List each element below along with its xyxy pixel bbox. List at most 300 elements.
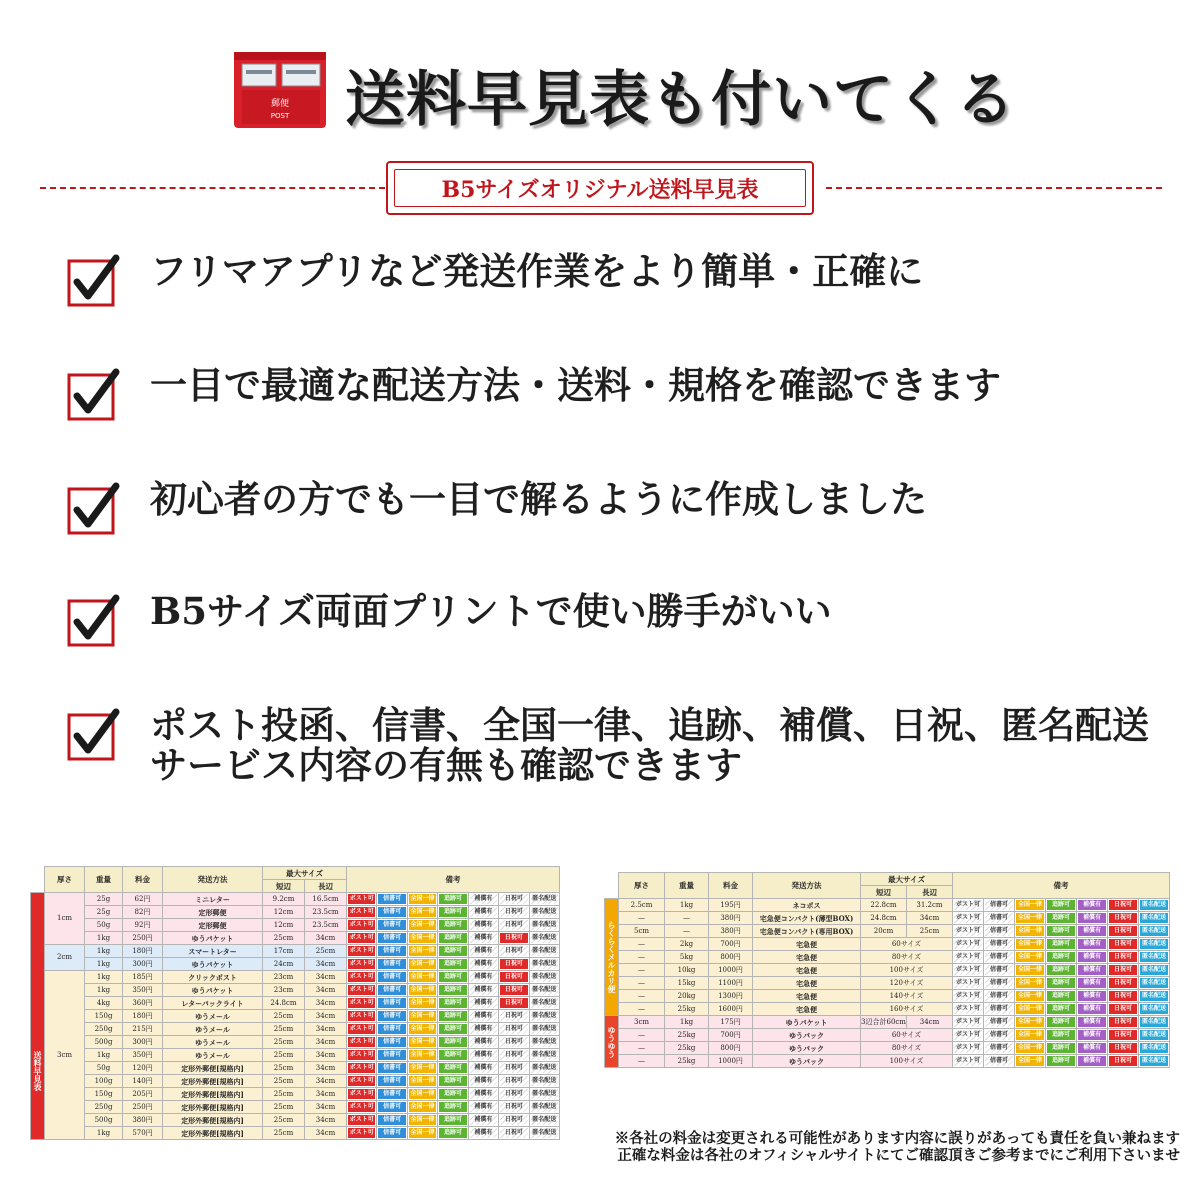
- remark-cell: [468, 1036, 498, 1049]
- header-cell: [31, 867, 45, 893]
- remark-cell: [953, 977, 984, 990]
- side-label-mercari: らくらくメルカリ便: [605, 899, 619, 1016]
- table-row: [31, 1088, 560, 1101]
- table-cell: —: [665, 912, 709, 925]
- header-cell: 重量: [85, 867, 123, 893]
- remark-cell: [377, 971, 407, 984]
- remark-cell: [377, 1101, 407, 1114]
- table-cell: 定形郵便: [163, 906, 263, 919]
- table-cell: 195円: [709, 899, 753, 912]
- table-row: [31, 958, 560, 971]
- remark-cell: [468, 1062, 498, 1075]
- remark-cell: [529, 919, 559, 932]
- remark-cell: [499, 1101, 529, 1114]
- remark-cell: [377, 1023, 407, 1036]
- service-tag: 補償有: [470, 1115, 497, 1125]
- service-tag: ポスト可: [349, 1038, 374, 1045]
- feature-text: ポスト投函、信書、全国一律、追跡、補償、日祝、匿名配送: [150, 703, 1149, 747]
- table-row: [31, 932, 560, 945]
- service-tag: 信書可: [985, 952, 1013, 962]
- service-tag: 補償有: [1078, 965, 1106, 975]
- divider-left: [40, 187, 385, 189]
- service-tag: 全国一律: [410, 973, 435, 980]
- remark-cell: [1139, 925, 1170, 938]
- remark-cell: [438, 893, 468, 906]
- page-title: 送料早見表も付いてくる: [345, 65, 1016, 135]
- table-cell: ネコポス: [753, 899, 861, 912]
- remark-cell: [377, 958, 407, 971]
- service-tag: 全国一律: [1017, 1018, 1042, 1025]
- table-cell: 2kg: [665, 938, 709, 951]
- remark-cell: [468, 984, 498, 997]
- table-cell: 140円: [123, 1075, 163, 1088]
- table-cell: 80サイズ: [861, 951, 953, 964]
- table-cell: 12cm: [263, 906, 305, 919]
- service-tag: 追跡可: [439, 1076, 466, 1086]
- service-tag: 匿名配送: [532, 960, 557, 967]
- remark-cell: [377, 1075, 407, 1088]
- feature-text: 初心者の方でも一目で解るように作成しました: [150, 477, 927, 521]
- service-tag: 日祝可: [500, 1024, 527, 1034]
- service-tag: 全国一律: [410, 895, 435, 902]
- table-cell: 34cm: [305, 1010, 347, 1023]
- table-row: [31, 1036, 560, 1049]
- table-cell: ゆうパケット: [163, 958, 263, 971]
- remark-cell: [499, 1023, 529, 1036]
- remark-cell: [1015, 951, 1046, 964]
- service-tag: 信書可: [378, 1076, 405, 1086]
- remark-cell: [984, 1003, 1015, 1016]
- service-tag: ポスト可: [349, 1090, 374, 1097]
- header-cell: 重量: [665, 873, 709, 899]
- table-cell: 205円: [123, 1088, 163, 1101]
- remark-cell: [1108, 977, 1139, 990]
- remark-cell: [438, 1075, 468, 1088]
- service-tag: 補償有: [470, 946, 497, 956]
- service-tag: 匿名配送: [532, 1038, 557, 1045]
- service-tag: 追跡可: [439, 972, 466, 982]
- service-tag: 追跡可: [1047, 991, 1075, 1001]
- remark-cell: [984, 899, 1015, 912]
- service-tag: 日祝可: [1109, 1056, 1137, 1066]
- checkbox-check-icon: [66, 482, 120, 536]
- service-tag: 信書可: [985, 1030, 1013, 1040]
- table-cell: 500g: [85, 1114, 123, 1127]
- remark-cell: [529, 1010, 559, 1023]
- table-cell: ゆうパック: [753, 1042, 861, 1055]
- service-tag: ポスト可: [349, 908, 374, 915]
- remark-cell: [438, 958, 468, 971]
- service-tag: 全国一律: [1017, 1031, 1042, 1038]
- checkbox-check-icon: [66, 594, 120, 648]
- service-tag: 日祝可: [1109, 900, 1137, 910]
- remark-cell: [1015, 1042, 1046, 1055]
- remark-cell: [953, 1042, 984, 1055]
- service-tag: 匿名配送: [532, 1116, 557, 1123]
- service-tag: 日祝可: [500, 998, 527, 1008]
- service-tag: 匿名配送: [532, 973, 557, 980]
- table-cell: 23.5cm: [305, 919, 347, 932]
- service-tag: 全国一律: [410, 908, 435, 915]
- table-cell: 100g: [85, 1075, 123, 1088]
- table-cell: 120円: [123, 1062, 163, 1075]
- service-tag: 日祝可: [500, 933, 527, 943]
- remark-cell: [347, 984, 377, 997]
- remark-cell: [953, 964, 984, 977]
- table-cell: 50g: [85, 919, 123, 932]
- table-cell: 82円: [123, 906, 163, 919]
- service-tag: 全国一律: [410, 986, 435, 993]
- remark-cell: [1139, 938, 1170, 951]
- table-row: [31, 1049, 560, 1062]
- service-tag: ポスト可: [349, 1103, 374, 1110]
- table-cell: 24cm: [263, 958, 305, 971]
- service-tag: 信書可: [378, 920, 405, 930]
- table-row: [605, 938, 1170, 951]
- footnote-line-2: 正確な料金は各社のオフィシャルサイトにてご確認頂きご参考までにご利用下さいませ: [617, 1147, 1180, 1164]
- service-tag: 追跡可: [439, 1128, 466, 1138]
- service-tag: 信書可: [378, 1102, 405, 1112]
- remark-cell: [1139, 951, 1170, 964]
- service-tag: 全国一律: [410, 999, 435, 1006]
- service-tag: 全国一律: [410, 1090, 435, 1097]
- remark-cell: [953, 1055, 984, 1068]
- service-tag: 追跡可: [439, 1037, 466, 1047]
- table-cell: —: [665, 925, 709, 938]
- service-tag: 日祝可: [500, 972, 527, 982]
- table-cell: ゆうメール: [163, 1010, 263, 1023]
- remark-cell: [529, 945, 559, 958]
- service-tag: 補償有: [470, 1011, 497, 1021]
- service-tag: 全国一律: [1017, 1057, 1042, 1064]
- remark-cell: [438, 906, 468, 919]
- table-cell: ゆうメール: [163, 1049, 263, 1062]
- remark-cell: [1108, 990, 1139, 1003]
- checkbox-check-icon: [66, 708, 120, 762]
- service-tag: 日祝可: [500, 1102, 527, 1112]
- table-header-row: [31, 867, 560, 880]
- remark-cell: [984, 912, 1015, 925]
- thickness-cell: 2cm: [45, 945, 85, 971]
- table-cell: 34cm: [305, 1127, 347, 1140]
- table-cell: 34cm: [305, 1062, 347, 1075]
- table-row: [31, 919, 560, 932]
- remark-cell: [438, 997, 468, 1010]
- table-cell: 24.8cm: [263, 997, 305, 1010]
- service-tag: 追跡可: [1047, 1004, 1075, 1014]
- table-cell: 92円: [123, 919, 163, 932]
- table-cell: —: [619, 990, 665, 1003]
- service-tag: 追跡可: [439, 946, 466, 956]
- thickness-cell: 1cm: [45, 893, 85, 945]
- service-tag: 匿名配送: [532, 1051, 557, 1058]
- remark-cell: [984, 1042, 1015, 1055]
- remark-cell: [1077, 951, 1108, 964]
- table-row: [31, 1075, 560, 1088]
- table-cell: 500g: [85, 1036, 123, 1049]
- remark-cell: [347, 906, 377, 919]
- remark-cell: [438, 932, 468, 945]
- service-tag: 匿名配送: [1141, 979, 1166, 986]
- service-tag: 信書可: [378, 1011, 405, 1021]
- remark-cell: [529, 1127, 559, 1140]
- table-cell: 34cm: [305, 984, 347, 997]
- table-cell: 34cm: [305, 1088, 347, 1101]
- shipping-table-left: [30, 866, 560, 1140]
- table-cell: 180円: [123, 945, 163, 958]
- service-tag: 日祝可: [500, 946, 527, 956]
- header-cell: 最大サイズ: [861, 873, 953, 886]
- service-tag: 匿名配送: [532, 921, 557, 928]
- thickness-cell: 3cm: [45, 971, 85, 1140]
- remark-cell: [468, 958, 498, 971]
- table-cell: 25cm: [305, 945, 347, 958]
- remark-cell: [407, 1127, 437, 1140]
- subtitle: B5サイズオリジナル送料早見表: [394, 169, 806, 207]
- service-tag: 匿名配送: [1141, 1018, 1166, 1025]
- table-cell: 20cm: [861, 925, 907, 938]
- service-tag: 補償有: [1078, 913, 1106, 923]
- service-tag: 全国一律: [410, 1012, 435, 1019]
- table-cell: 350円: [123, 1049, 163, 1062]
- service-tag: 匿名配送: [532, 947, 557, 954]
- service-tag: 信書可: [985, 926, 1013, 936]
- table-cell: 定形外郵便[規格内]: [163, 1088, 263, 1101]
- remark-cell: [407, 919, 437, 932]
- table-cell: 175円: [709, 1016, 753, 1029]
- service-tag: 追跡可: [439, 1102, 466, 1112]
- header-cell: 短辺: [861, 886, 907, 899]
- service-tag: 追跡可: [1047, 1017, 1075, 1027]
- remark-cell: [347, 945, 377, 958]
- remark-cell: [1108, 1029, 1139, 1042]
- service-tag: 日祝可: [1109, 1043, 1137, 1053]
- remark-cell: [1015, 925, 1046, 938]
- remark-cell: [499, 971, 529, 984]
- remark-cell: [377, 906, 407, 919]
- table-cell: 3cm: [619, 1016, 665, 1029]
- remark-cell: [347, 1010, 377, 1023]
- table-cell: 24.8cm: [861, 912, 907, 925]
- remark-cell: [407, 984, 437, 997]
- remark-cell: [1015, 990, 1046, 1003]
- table-cell: 定形外郵便[規格内]: [163, 1127, 263, 1140]
- remark-cell: [1015, 1003, 1046, 1016]
- remark-cell: [407, 1101, 437, 1114]
- table-cell: 300円: [123, 1036, 163, 1049]
- service-tag: 追跡可: [1047, 926, 1075, 936]
- table-cell: 25kg: [665, 1029, 709, 1042]
- remark-cell: [984, 990, 1015, 1003]
- remark-cell: [499, 1088, 529, 1101]
- table-cell: 50g: [85, 1062, 123, 1075]
- table-cell: —: [619, 977, 665, 990]
- service-tag: 信書可: [378, 985, 405, 995]
- service-tag: ポスト可: [955, 953, 980, 960]
- remark-cell: [347, 1062, 377, 1075]
- table-cell: 25cm: [907, 925, 953, 938]
- remark-cell: [1046, 964, 1077, 977]
- service-tag: 補償有: [470, 1076, 497, 1086]
- service-tag: 全国一律: [410, 960, 435, 967]
- remark-cell: [347, 932, 377, 945]
- remark-cell: [1015, 899, 1046, 912]
- table-cell: 800円: [709, 1042, 753, 1055]
- service-tag: 信書可: [985, 1056, 1013, 1066]
- service-tag: 全国一律: [410, 921, 435, 928]
- service-tag: 追跡可: [439, 1024, 466, 1034]
- table-cell: 5cm: [619, 925, 665, 938]
- table-cell: 1kg: [665, 1016, 709, 1029]
- remark-cell: [347, 1049, 377, 1062]
- service-tag: 日祝可: [500, 1076, 527, 1086]
- remark-cell: [377, 1010, 407, 1023]
- table-cell: 10kg: [665, 964, 709, 977]
- service-tag: ポスト可: [349, 947, 374, 954]
- remark-cell: [1139, 1029, 1170, 1042]
- table-cell: 12cm: [263, 919, 305, 932]
- service-tag: 匿名配送: [532, 895, 557, 902]
- table-cell: 160サイズ: [861, 1003, 953, 1016]
- remark-cell: [529, 1088, 559, 1101]
- remark-cell: [1139, 912, 1170, 925]
- remark-cell: [1077, 925, 1108, 938]
- table-cell: レターパックライト: [163, 997, 263, 1010]
- remark-cell: [1015, 977, 1046, 990]
- service-tag: 信書可: [985, 1017, 1013, 1027]
- service-tag: 信書可: [378, 998, 405, 1008]
- remark-cell: [1015, 1055, 1046, 1068]
- service-tag: 日祝可: [1109, 991, 1137, 1001]
- remark-cell: [529, 932, 559, 945]
- service-tag: 補償有: [470, 1128, 497, 1138]
- remark-cell: [407, 1114, 437, 1127]
- remark-cell: [407, 1036, 437, 1049]
- table-cell: 1kg: [85, 984, 123, 997]
- service-tag: 追跡可: [439, 1063, 466, 1073]
- service-tag: 補償有: [1078, 926, 1106, 936]
- service-tag: 匿名配送: [532, 1077, 557, 1084]
- service-tag: ポスト可: [349, 986, 374, 993]
- service-tag: ポスト可: [955, 940, 980, 947]
- table-row: [605, 977, 1170, 990]
- service-tag: 補償有: [1078, 900, 1106, 910]
- table-cell: 34cm: [305, 1114, 347, 1127]
- remark-cell: [1077, 1016, 1108, 1029]
- service-tag: 日祝可: [500, 1011, 527, 1021]
- remark-cell: [347, 893, 377, 906]
- service-tag: 匿名配送: [1141, 966, 1166, 973]
- service-tag: 匿名配送: [532, 908, 557, 915]
- service-tag: 全国一律: [1017, 927, 1042, 934]
- service-tag: 補償有: [1078, 952, 1106, 962]
- remark-cell: [1139, 1055, 1170, 1068]
- remark-cell: [1077, 1003, 1108, 1016]
- service-tag: 信書可: [378, 1050, 405, 1060]
- service-tag: 追跡可: [439, 998, 466, 1008]
- service-tag: 追跡可: [439, 1115, 466, 1125]
- remark-cell: [438, 1127, 468, 1140]
- remark-cell: [377, 893, 407, 906]
- remark-cell: [438, 1049, 468, 1062]
- service-tag: 信書可: [378, 1115, 405, 1125]
- table-cell: 25g: [85, 906, 123, 919]
- table-cell: 360円: [123, 997, 163, 1010]
- table-cell: 1kg: [85, 932, 123, 945]
- service-tag: 補償有: [1078, 939, 1106, 949]
- remark-cell: [529, 984, 559, 997]
- remark-cell: [468, 1049, 498, 1062]
- remark-cell: [438, 1114, 468, 1127]
- table-cell: 宅急便: [753, 977, 861, 990]
- table-cell: 31.2cm: [907, 899, 953, 912]
- table-cell: 60サイズ: [861, 938, 953, 951]
- remark-cell: [1046, 1003, 1077, 1016]
- service-tag: 補償有: [470, 933, 497, 943]
- remark-cell: [1139, 964, 1170, 977]
- table-cell: 1kg: [665, 899, 709, 912]
- table-row: [31, 1010, 560, 1023]
- remark-cell: [347, 1127, 377, 1140]
- service-tag: ポスト可: [349, 1129, 374, 1136]
- table-cell: 4kg: [85, 997, 123, 1010]
- remark-cell: [984, 1016, 1015, 1029]
- remark-cell: [1015, 1029, 1046, 1042]
- table-cell: —: [619, 938, 665, 951]
- table-cell: 23.5cm: [305, 906, 347, 919]
- table-cell: 宅急便コンパクト(専用BOX): [753, 925, 861, 938]
- remark-cell: [347, 1114, 377, 1127]
- table-row: [605, 1016, 1170, 1029]
- service-tag: 全国一律: [1017, 940, 1042, 947]
- service-tag: 全国一律: [410, 1064, 435, 1071]
- service-tag: 補償有: [470, 1089, 497, 1099]
- table-cell: 380円: [709, 925, 753, 938]
- remark-cell: [529, 971, 559, 984]
- service-tag: 追跡可: [439, 907, 466, 917]
- remark-cell: [407, 1075, 437, 1088]
- service-tag: 補償有: [1078, 1043, 1106, 1053]
- table-cell: ゆうパケット: [753, 1016, 861, 1029]
- service-tag: 信書可: [378, 1024, 405, 1034]
- table-cell: 34cm: [305, 958, 347, 971]
- remark-cell: [529, 893, 559, 906]
- service-tag: 日祝可: [500, 1037, 527, 1047]
- remark-cell: [1139, 990, 1170, 1003]
- remark-cell: [499, 958, 529, 971]
- remark-cell: [377, 1127, 407, 1140]
- service-tag: 補償有: [470, 1050, 497, 1060]
- service-tag: 日祝可: [1109, 913, 1137, 923]
- table-cell: 25kg: [665, 1055, 709, 1068]
- table-cell: 3辺合計60cm: [861, 1016, 907, 1029]
- checkbox-check-icon: [66, 254, 120, 308]
- remark-cell: [953, 1016, 984, 1029]
- remark-cell: [1046, 1029, 1077, 1042]
- remark-cell: [347, 971, 377, 984]
- table-header-row: [605, 873, 1170, 886]
- service-tag: 匿名配送: [1141, 1031, 1166, 1038]
- remark-cell: [1015, 912, 1046, 925]
- remark-cell: [347, 1101, 377, 1114]
- service-tag: 追跡可: [439, 1050, 466, 1060]
- service-tag: 追跡可: [1047, 1030, 1075, 1040]
- remark-cell: [438, 1062, 468, 1075]
- remark-cell: [377, 1114, 407, 1127]
- remark-cell: [499, 1062, 529, 1075]
- remark-cell: [468, 1023, 498, 1036]
- service-tag: 追跡可: [439, 1089, 466, 1099]
